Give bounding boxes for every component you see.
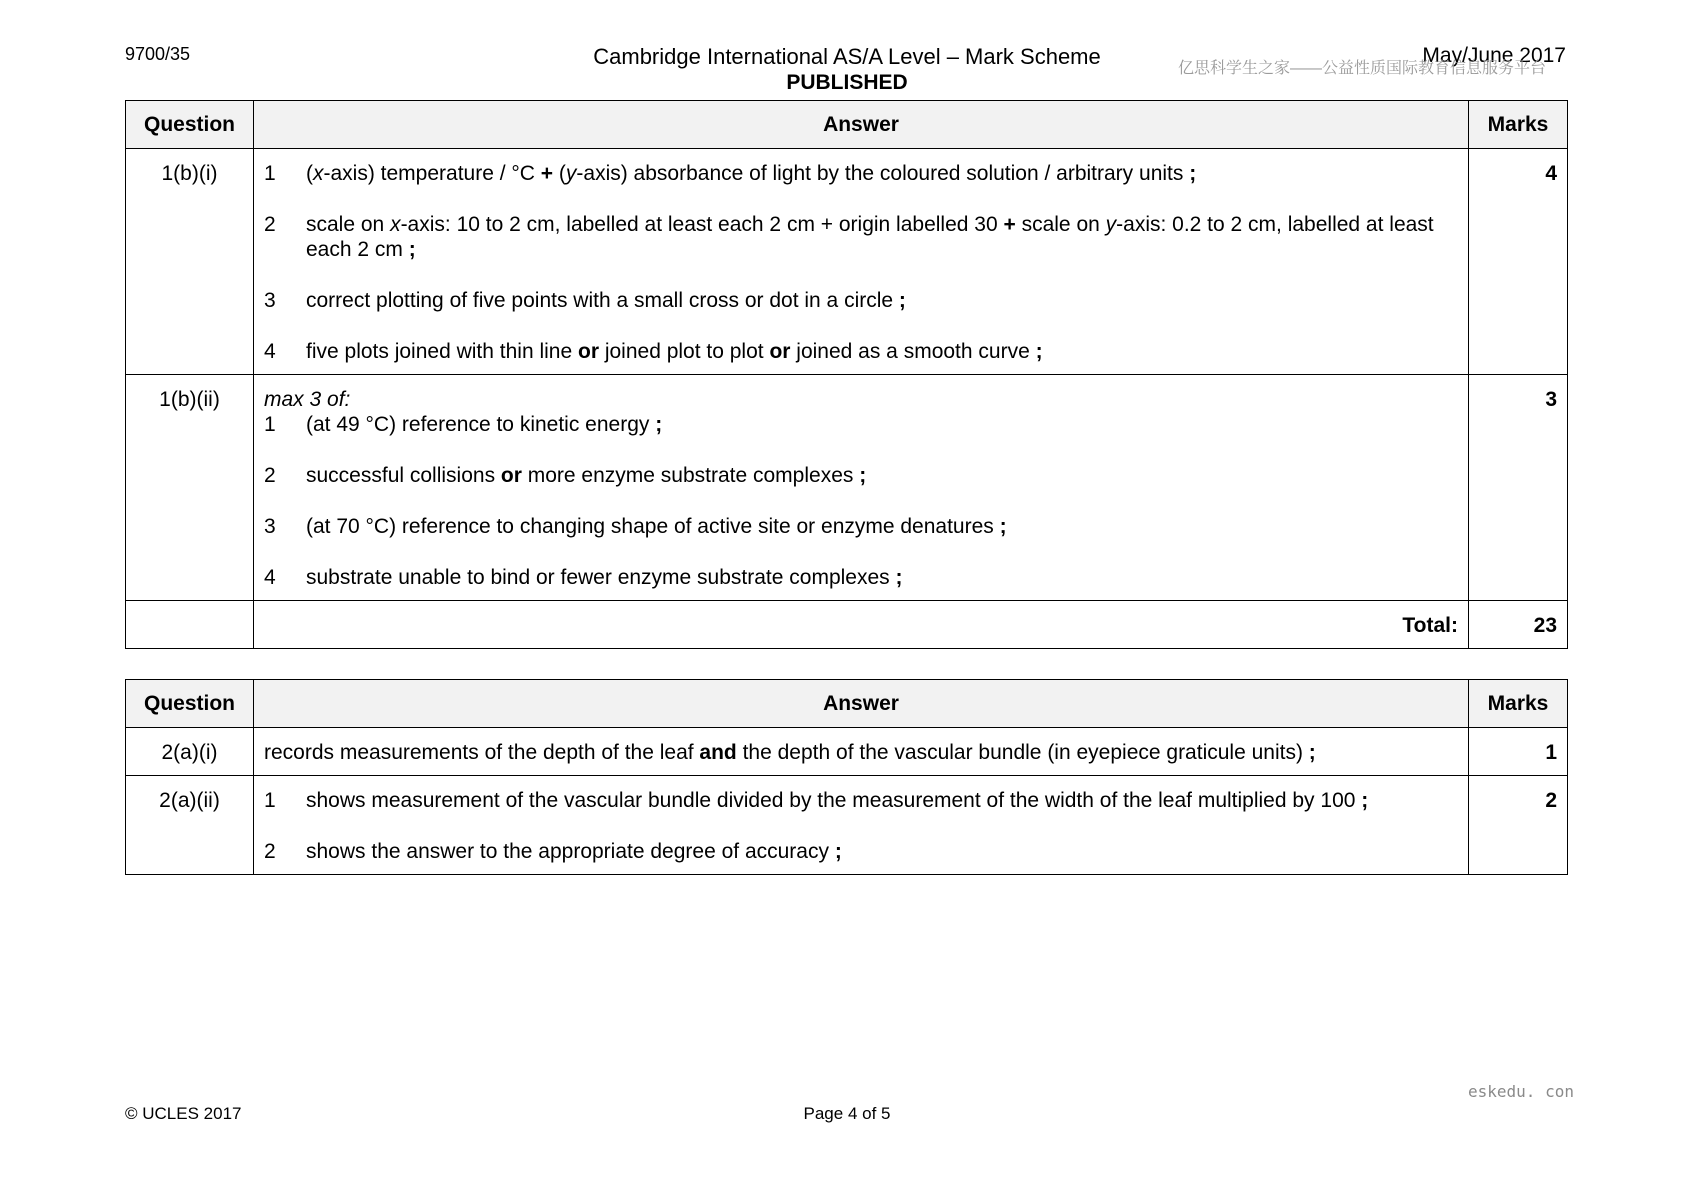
item-number: 1 (264, 413, 276, 436)
copyright-notice: © UCLES 2017 (125, 1104, 242, 1123)
marks-header: Marks (1469, 101, 1568, 149)
total-label: Total: (254, 601, 1469, 649)
list-item (264, 565, 1458, 590)
item-number: 2 (264, 213, 276, 236)
title-text: Cambridge International AS/A Level – Mark Scheme (593, 44, 1101, 69)
list-item (264, 212, 1458, 262)
answer-intro: max 3 of: (264, 388, 351, 411)
empty-cell (126, 601, 254, 649)
list-item (264, 788, 1458, 813)
list-item (264, 412, 1458, 437)
answer-header: Answer (254, 101, 1469, 149)
answer-cell (254, 149, 1469, 375)
answer-cell (254, 375, 1469, 601)
table-row (126, 149, 1568, 375)
item-number: 3 (264, 515, 276, 538)
mark-scheme-table-2 (125, 679, 1568, 875)
page-number: Page 4 of 5 (803, 1104, 891, 1123)
item-text: five plots joined with thin line or joined plot to plot or joined as a smooth curve ; (306, 340, 1043, 363)
item-text: shows the answer to the appropriate degree of accuracy ; (306, 840, 842, 863)
list-item (264, 161, 1458, 186)
document-code: 9700/35 (125, 44, 191, 64)
table-row (126, 776, 1568, 875)
published-label: PUBLISHED (786, 71, 908, 94)
table-header-row (126, 680, 1568, 728)
item-number: 2 (264, 464, 276, 487)
item-text: substrate unable to bind or fewer enzyme substrate complexes ; (306, 566, 903, 589)
marks-value: 1 (1469, 728, 1568, 776)
question-header: Question (126, 680, 254, 728)
item-text: scale on x-axis: 10 to 2 cm, labelled at least each 2 cm + origin labelled 30 + scale on y-axis: 0.2 to 2 cm, labelled at least each 2 cm ; (306, 213, 1434, 261)
list-item (264, 463, 1458, 488)
answer-header: Answer (254, 680, 1469, 728)
marks-value: 2 (1469, 776, 1568, 875)
item-text: (at 70 °C) reference to changing shape of active site or enzyme denatures ; (306, 515, 1007, 538)
question-header: Question (126, 101, 254, 149)
total-value: 23 (1469, 601, 1568, 649)
question-number: 2(a)(i) (126, 728, 254, 776)
question-number: 1(b)(i) (126, 149, 254, 375)
item-number: 2 (264, 840, 276, 863)
marks-value: 3 (1469, 375, 1568, 601)
site-watermark: eskedu. con (1468, 1082, 1574, 1101)
list-item (264, 514, 1458, 539)
mark-scheme-table-1 (125, 100, 1568, 649)
item-number: 1 (264, 162, 276, 185)
total-row (126, 601, 1568, 649)
item-number: 1 (264, 789, 276, 812)
item-text: (x-axis) temperature / °C + (y-axis) absorbance of light by the coloured solution / arbitrary units ; (306, 162, 1197, 185)
item-text: (at 49 °C) reference to kinetic energy ; (306, 413, 663, 436)
item-number: 4 (264, 566, 276, 589)
item-text: successful collisions or more enzyme substrate complexes ; (306, 464, 867, 487)
marks-value: 4 (1469, 149, 1568, 375)
table-row (126, 375, 1568, 601)
item-number: 4 (264, 340, 276, 363)
question-number: 1(b)(ii) (126, 375, 254, 601)
watermark-text: 亿思科学生之家——公益性质国际教育信息服务平台 (1178, 60, 1547, 77)
table-header-row (126, 101, 1568, 149)
answer-cell: records measurements of the depth of the leaf and the depth of the vascular bundle (in eyepiece graticule units) ; (254, 728, 1469, 776)
list-item (264, 288, 1458, 313)
question-number: 2(a)(ii) (126, 776, 254, 875)
table-row (126, 728, 1568, 776)
list-item (264, 839, 1458, 864)
list-item (264, 339, 1458, 364)
answer-cell (254, 776, 1469, 875)
item-number: 3 (264, 289, 276, 312)
exam-session: May/June 2017 (1422, 44, 1566, 67)
item-text: correct plotting of five points with a small cross or dot in a circle ; (306, 289, 906, 312)
marks-header: Marks (1469, 680, 1568, 728)
item-text: shows measurement of the vascular bundle divided by the measurement of the width of the leaf multiplied by 100 ; (306, 789, 1369, 812)
